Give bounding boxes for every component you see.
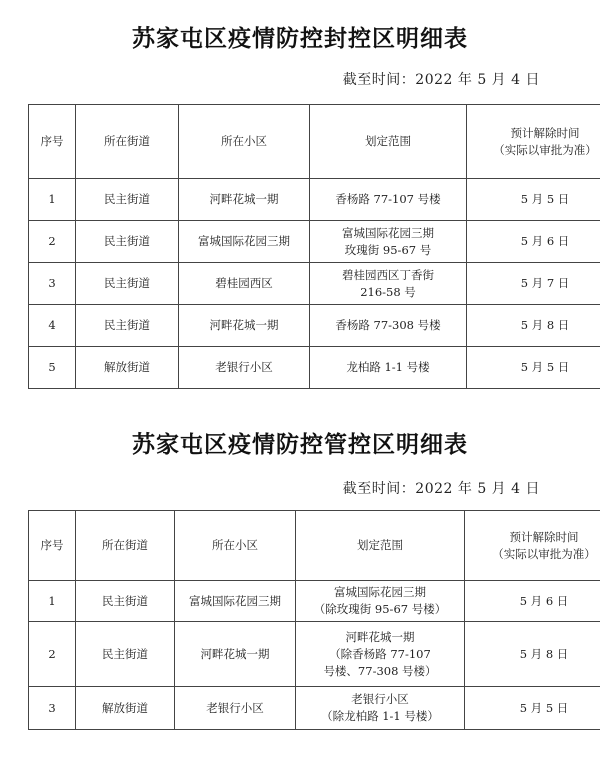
cell-no: 3: [29, 687, 76, 730]
cell-scope: [310, 347, 467, 389]
cell-release: 5 月 5 日: [465, 687, 600, 730]
cell-community: 老银行小区: [179, 347, 310, 389]
cell-community: 河畔花城一期: [179, 179, 310, 221]
sealed-table-date: 截至时间：2022 年 5 月 4 日: [342, 72, 540, 88]
cell-scope: [310, 305, 467, 347]
scope-line: 龙柏路 1-1 号楼: [346, 360, 430, 374]
sealed-area-table: [28, 104, 600, 389]
cell-community: 河畔花城一期: [179, 305, 310, 347]
sealed-table-title: 苏家屯区疫情防控封控区明细表: [132, 26, 468, 52]
header-community: 所在小区: [179, 105, 310, 179]
header-release-line1: 预计解除时间: [509, 529, 579, 544]
controlled-table-date: 截至时间：2022 年 5 月 4 日: [342, 481, 540, 497]
cell-street: 解放街道: [76, 347, 179, 389]
header-no: 序号: [29, 511, 76, 581]
header-release-time: [467, 105, 600, 179]
header-release-line2: （实际以审批为准）: [492, 546, 596, 561]
scope-line: 河畔花城一期: [345, 629, 415, 644]
cell-community: 河畔花城一期: [175, 622, 296, 687]
cell-street: 民主街道: [76, 305, 179, 347]
scope-line: 香杨路 77-308 号楼: [335, 318, 441, 332]
cell-street: 民主街道: [76, 263, 179, 305]
header-release-line2: （实际以审批为准）: [493, 142, 597, 157]
cell-release: 5 月 6 日: [465, 581, 600, 622]
table-header-row: [29, 511, 600, 581]
table-row: [29, 622, 600, 687]
table-row: [29, 221, 600, 263]
table-row: [29, 179, 600, 221]
cell-release: 5 月 7 日: [467, 263, 600, 305]
cell-scope: [310, 263, 467, 305]
cell-no: 3: [29, 263, 76, 305]
cell-release: 5 月 6 日: [467, 221, 600, 263]
scope-line: 玫瑰街 95-67 号: [344, 242, 432, 257]
cell-street: 解放街道: [76, 687, 175, 730]
cell-release: 5 月 8 日: [465, 622, 600, 687]
cell-no: 5: [29, 347, 76, 389]
header-scope: 划定范围: [296, 511, 465, 581]
cell-no: 2: [29, 622, 76, 687]
cell-street: 民主街道: [76, 179, 179, 221]
cell-scope: [310, 221, 467, 263]
scope-line: （除香杨路 77-107: [329, 646, 431, 661]
cell-scope: [296, 581, 465, 622]
cell-community: 富城国际花园三期: [175, 581, 296, 622]
table-row: [29, 263, 600, 305]
cell-scope: [296, 622, 465, 687]
scope-line: 老银行小区: [351, 692, 409, 706]
header-no: 序号: [29, 105, 76, 179]
table-row: [29, 687, 600, 730]
scope-line: 富城国际花园三期: [342, 225, 434, 240]
cell-release: 5 月 5 日: [467, 179, 600, 221]
scope-line: （除龙柏路 1-1 号楼）: [321, 709, 439, 723]
cell-street: 民主街道: [76, 581, 175, 622]
table-row: [29, 347, 600, 389]
header-release-time: [465, 511, 600, 581]
header-street: 所在街道: [76, 511, 175, 581]
header-community: 所在小区: [175, 511, 296, 581]
scope-line: （除玫瑰街 95-67 号楼）: [313, 602, 447, 616]
scope-line: 富城国际花园三期: [334, 585, 426, 599]
table-row: [29, 581, 600, 622]
controlled-table-title: 苏家屯区疫情防控管控区明细表: [132, 432, 468, 458]
scope-line: 号楼、77-308 号楼）: [323, 663, 437, 678]
table-row: [29, 305, 600, 347]
cell-scope: [296, 687, 465, 730]
cell-community: 老银行小区: [175, 687, 296, 730]
header-scope: 划定范围: [310, 105, 467, 179]
cell-no: 2: [29, 221, 76, 263]
cell-no: 1: [29, 581, 76, 622]
cell-scope: [310, 179, 467, 221]
cell-community: 碧桂园西区: [179, 263, 310, 305]
header-release-line1: 预计解除时间: [510, 125, 580, 140]
cell-release: 5 月 5 日: [467, 347, 600, 389]
scope-line: 香杨路 77-107 号楼: [335, 192, 441, 206]
header-street: 所在街道: [76, 105, 179, 179]
scope-line: 碧桂园西区丁香街: [342, 267, 434, 282]
scope-line: 216-58 号: [360, 284, 416, 299]
cell-release: 5 月 8 日: [467, 305, 600, 347]
controlled-area-table: [28, 510, 600, 730]
cell-no: 1: [29, 179, 76, 221]
cell-street: 民主街道: [76, 221, 179, 263]
cell-street: 民主街道: [76, 622, 175, 687]
cell-community: 富城国际花园三期: [179, 221, 310, 263]
table-header-row: [29, 105, 600, 179]
cell-no: 4: [29, 305, 76, 347]
